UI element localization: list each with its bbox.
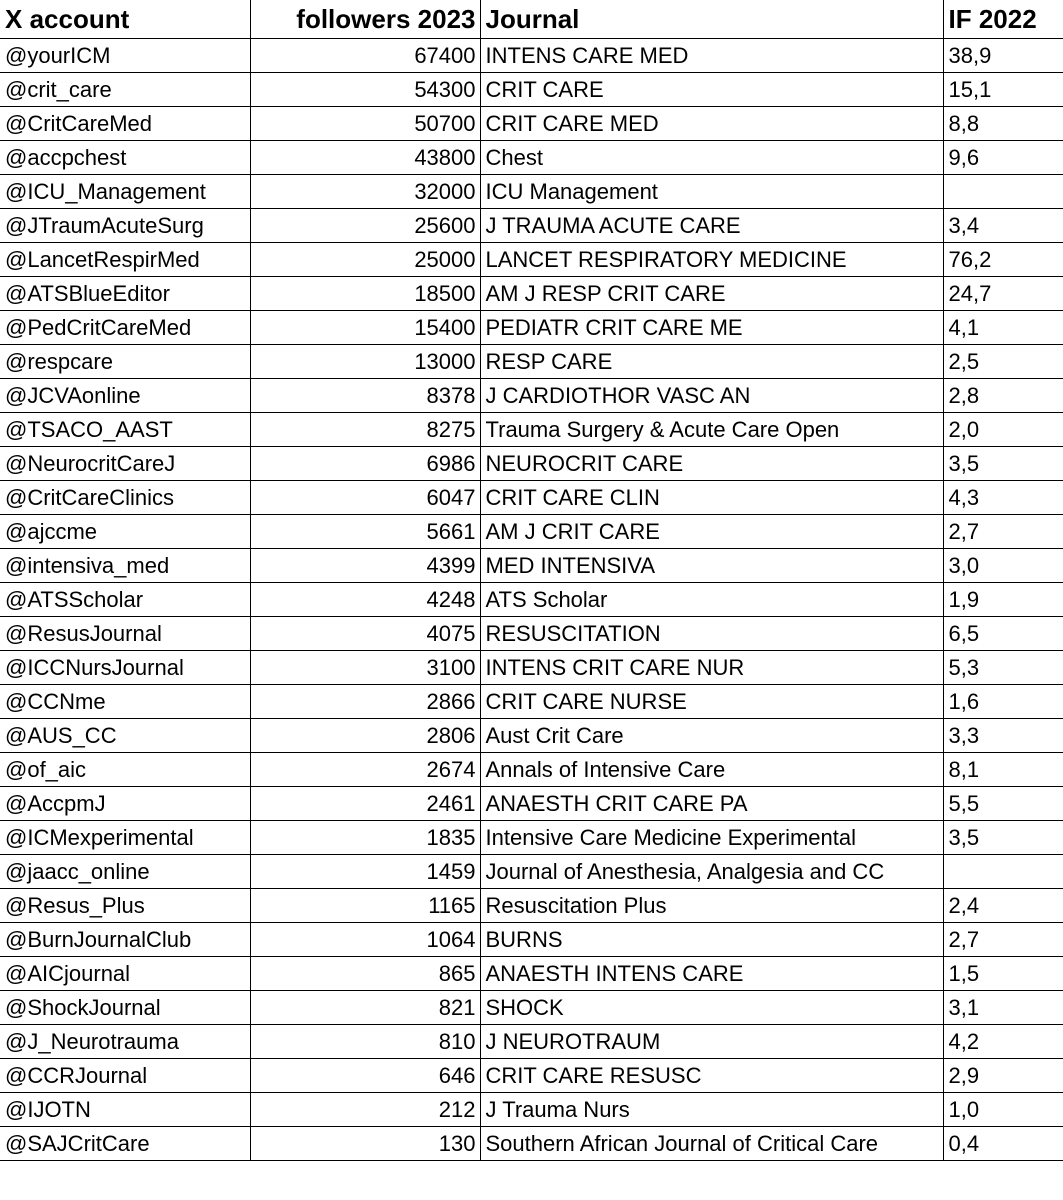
cell-account: @IJOTN [0, 1093, 250, 1127]
cell-journal: Southern African Journal of Critical Care [480, 1127, 943, 1161]
table-row [0, 345, 1063, 379]
cell-followers: 2866 [250, 685, 480, 719]
cell-journal: ANAESTH CRIT CARE PA [480, 787, 943, 821]
cell-journal: LANCET RESPIRATORY MEDICINE [480, 243, 943, 277]
cell-followers: 212 [250, 1093, 480, 1127]
cell-impact-factor: 15,1 [943, 73, 1063, 107]
cell-journal: CRIT CARE CLIN [480, 481, 943, 515]
cell-account: @ICU_Management [0, 175, 250, 209]
cell-followers: 50700 [250, 107, 480, 141]
cell-impact-factor: 2,8 [943, 379, 1063, 413]
cell-account: @J_Neurotrauma [0, 1025, 250, 1059]
cell-journal: CRIT CARE RESUSC [480, 1059, 943, 1093]
table-row [0, 1093, 1063, 1127]
table-row [0, 311, 1063, 345]
cell-account: @PedCritCareMed [0, 311, 250, 345]
cell-impact-factor: 2,9 [943, 1059, 1063, 1093]
cell-impact-factor: 38,9 [943, 39, 1063, 73]
table-row [0, 379, 1063, 413]
cell-journal: Resuscitation Plus [480, 889, 943, 923]
header-followers: followers 2023 [250, 0, 480, 39]
cell-journal: RESP CARE [480, 345, 943, 379]
cell-followers: 25600 [250, 209, 480, 243]
cell-impact-factor: 1,9 [943, 583, 1063, 617]
cell-journal: ATS Scholar [480, 583, 943, 617]
header-impact-factor: IF 2022 [943, 0, 1063, 39]
table-body [0, 39, 1063, 1161]
cell-account: @TSACO_AAST [0, 413, 250, 447]
cell-impact-factor: 1,6 [943, 685, 1063, 719]
cell-journal: Chest [480, 141, 943, 175]
cell-followers: 821 [250, 991, 480, 1025]
cell-followers: 25000 [250, 243, 480, 277]
cell-journal: RESUSCITATION [480, 617, 943, 651]
cell-account: @LancetRespirMed [0, 243, 250, 277]
cell-account: @SAJCritCare [0, 1127, 250, 1161]
table-row [0, 141, 1063, 175]
cell-account: @jaacc_online [0, 855, 250, 889]
cell-account: @AccpmJ [0, 787, 250, 821]
cell-account: @CritCareMed [0, 107, 250, 141]
cell-account: @ATSScholar [0, 583, 250, 617]
cell-followers: 4399 [250, 549, 480, 583]
cell-account: @ATSBlueEditor [0, 277, 250, 311]
cell-journal: J CARDIOTHOR VASC AN [480, 379, 943, 413]
table-row [0, 923, 1063, 957]
cell-account: @NeurocritCareJ [0, 447, 250, 481]
cell-impact-factor: 2,7 [943, 515, 1063, 549]
cell-journal: PEDIATR CRIT CARE ME [480, 311, 943, 345]
cell-account: @AICjournal [0, 957, 250, 991]
cell-account: @respcare [0, 345, 250, 379]
cell-journal: J TRAUMA ACUTE CARE [480, 209, 943, 243]
cell-impact-factor: 3,0 [943, 549, 1063, 583]
cell-followers: 3100 [250, 651, 480, 685]
cell-journal: Trauma Surgery & Acute Care Open [480, 413, 943, 447]
cell-followers: 4075 [250, 617, 480, 651]
cell-journal: Aust Crit Care [480, 719, 943, 753]
cell-followers: 1064 [250, 923, 480, 957]
cell-followers: 13000 [250, 345, 480, 379]
cell-journal: INTENS CRIT CARE NUR [480, 651, 943, 685]
cell-followers: 43800 [250, 141, 480, 175]
cell-impact-factor: 5,3 [943, 651, 1063, 685]
cell-account: @JTraumAcuteSurg [0, 209, 250, 243]
cell-journal: ANAESTH INTENS CARE [480, 957, 943, 991]
cell-followers: 865 [250, 957, 480, 991]
cell-impact-factor: 1,5 [943, 957, 1063, 991]
cell-account: @BurnJournalClub [0, 923, 250, 957]
table-row [0, 753, 1063, 787]
cell-account: @of_aic [0, 753, 250, 787]
cell-journal: Annals of Intensive Care [480, 753, 943, 787]
cell-impact-factor: 3,3 [943, 719, 1063, 753]
cell-followers: 8378 [250, 379, 480, 413]
table-row [0, 39, 1063, 73]
cell-followers: 32000 [250, 175, 480, 209]
cell-journal: ICU Management [480, 175, 943, 209]
cell-impact-factor: 2,4 [943, 889, 1063, 923]
table-row [0, 685, 1063, 719]
cell-impact-factor: 9,6 [943, 141, 1063, 175]
cell-impact-factor: 3,5 [943, 447, 1063, 481]
header-row [0, 0, 1063, 39]
cell-followers: 8275 [250, 413, 480, 447]
cell-account: @ICMexperimental [0, 821, 250, 855]
cell-followers: 130 [250, 1127, 480, 1161]
cell-journal: AM J CRIT CARE [480, 515, 943, 549]
table-row [0, 855, 1063, 889]
cell-followers: 54300 [250, 73, 480, 107]
cell-account: @accpchest [0, 141, 250, 175]
cell-impact-factor: 1,0 [943, 1093, 1063, 1127]
cell-account: @ShockJournal [0, 991, 250, 1025]
cell-followers: 2461 [250, 787, 480, 821]
cell-followers: 2674 [250, 753, 480, 787]
table-row [0, 209, 1063, 243]
cell-impact-factor: 24,7 [943, 277, 1063, 311]
cell-followers: 67400 [250, 39, 480, 73]
table-row [0, 277, 1063, 311]
cell-journal: SHOCK [480, 991, 943, 1025]
table-row [0, 719, 1063, 753]
cell-impact-factor: 4,3 [943, 481, 1063, 515]
cell-journal: CRIT CARE [480, 73, 943, 107]
cell-account: @AUS_CC [0, 719, 250, 753]
cell-followers: 1835 [250, 821, 480, 855]
cell-journal: Intensive Care Medicine Experimental [480, 821, 943, 855]
cell-impact-factor [943, 855, 1063, 889]
cell-followers: 6047 [250, 481, 480, 515]
table-row [0, 957, 1063, 991]
cell-account: @CCNme [0, 685, 250, 719]
cell-journal: J Trauma Nurs [480, 1093, 943, 1127]
cell-journal: NEUROCRIT CARE [480, 447, 943, 481]
cell-impact-factor: 3,5 [943, 821, 1063, 855]
cell-followers: 4248 [250, 583, 480, 617]
cell-account: @Resus_Plus [0, 889, 250, 923]
table-row [0, 787, 1063, 821]
cell-journal: J NEUROTRAUM [480, 1025, 943, 1059]
cell-impact-factor: 5,5 [943, 787, 1063, 821]
cell-account: @JCVAonline [0, 379, 250, 413]
cell-journal: MED INTENSIVA [480, 549, 943, 583]
cell-followers: 1459 [250, 855, 480, 889]
cell-account: @ICCNursJournal [0, 651, 250, 685]
cell-account: @ResusJournal [0, 617, 250, 651]
table-row [0, 515, 1063, 549]
cell-account: @ajccme [0, 515, 250, 549]
cell-account: @CCRJournal [0, 1059, 250, 1093]
cell-journal: CRIT CARE MED [480, 107, 943, 141]
cell-impact-factor: 8,1 [943, 753, 1063, 787]
cell-impact-factor: 4,1 [943, 311, 1063, 345]
cell-impact-factor: 6,5 [943, 617, 1063, 651]
cell-account: @CritCareClinics [0, 481, 250, 515]
table-row [0, 73, 1063, 107]
table-row [0, 243, 1063, 277]
cell-followers: 1165 [250, 889, 480, 923]
cell-account: @yourICM [0, 39, 250, 73]
cell-account: @crit_care [0, 73, 250, 107]
cell-impact-factor: 3,1 [943, 991, 1063, 1025]
cell-impact-factor: 2,5 [943, 345, 1063, 379]
table-row [0, 821, 1063, 855]
cell-followers: 18500 [250, 277, 480, 311]
cell-journal: CRIT CARE NURSE [480, 685, 943, 719]
cell-impact-factor: 2,7 [943, 923, 1063, 957]
cell-followers: 15400 [250, 311, 480, 345]
cell-impact-factor: 2,0 [943, 413, 1063, 447]
cell-followers: 5661 [250, 515, 480, 549]
cell-journal: Journal of Anesthesia, Analgesia and CC [480, 855, 943, 889]
cell-journal: INTENS CARE MED [480, 39, 943, 73]
table-row [0, 889, 1063, 923]
table-row [0, 1059, 1063, 1093]
header-account: X account [0, 0, 250, 39]
cell-impact-factor: 8,8 [943, 107, 1063, 141]
cell-journal: AM J RESP CRIT CARE [480, 277, 943, 311]
cell-journal: BURNS [480, 923, 943, 957]
cell-impact-factor [943, 175, 1063, 209]
table-row [0, 413, 1063, 447]
header-journal: Journal [480, 0, 943, 39]
table-row [0, 1127, 1063, 1161]
table-row [0, 617, 1063, 651]
table-row [0, 583, 1063, 617]
cell-followers: 646 [250, 1059, 480, 1093]
table-row [0, 107, 1063, 141]
table-row [0, 175, 1063, 209]
cell-impact-factor: 4,2 [943, 1025, 1063, 1059]
cell-impact-factor: 76,2 [943, 243, 1063, 277]
table-row [0, 991, 1063, 1025]
cell-account: @intensiva_med [0, 549, 250, 583]
table-row [0, 447, 1063, 481]
cell-followers: 2806 [250, 719, 480, 753]
cell-followers: 810 [250, 1025, 480, 1059]
table-row [0, 481, 1063, 515]
cell-impact-factor: 0,4 [943, 1127, 1063, 1161]
cell-impact-factor: 3,4 [943, 209, 1063, 243]
table-row [0, 651, 1063, 685]
cell-followers: 6986 [250, 447, 480, 481]
table-row [0, 549, 1063, 583]
table-row [0, 1025, 1063, 1059]
